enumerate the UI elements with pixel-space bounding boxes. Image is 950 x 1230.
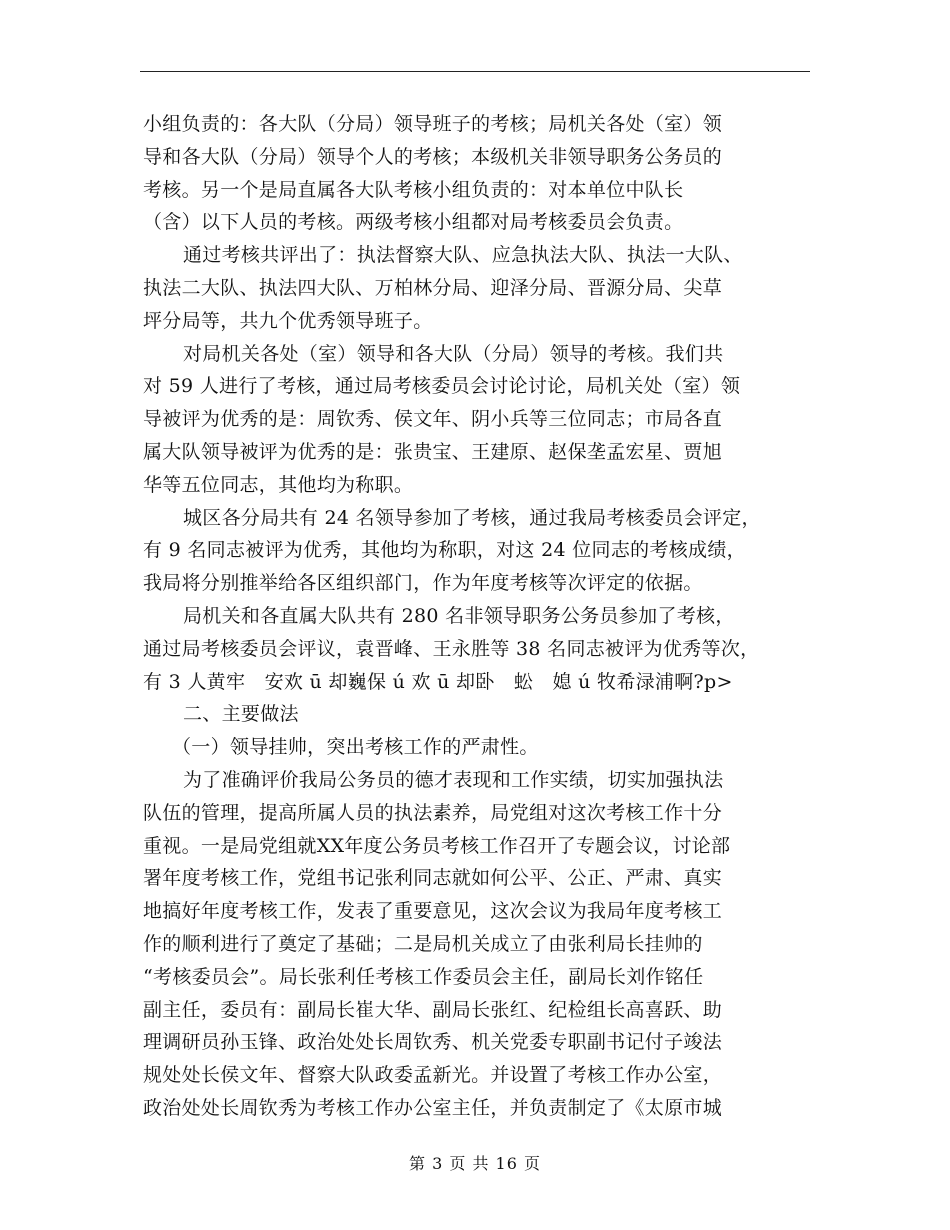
text-line: 作的顺利进行了奠定了基础；二是局机关成立了由张利局长挂帅的: [143, 932, 703, 955]
paragraph-start-line: 对局机关各处（室）领导和各大队（分局）领导的考核。我们共: [183, 342, 724, 365]
text-line: 考核。另一个是局直属各大队考核小组负责的：对本单位中队长: [143, 178, 684, 201]
paragraph-start-line: 为了准确评价我局公务员的德才表现和工作实绩，切实加强执法: [183, 768, 724, 791]
paragraph-start-line: 通过考核共评出了：执法督察大队、应急执法大队、执法一大队、: [183, 244, 743, 267]
text-line: 理调研员孙玉锋、政治处处长周钦秀、机关党委专职副书记付子竣法: [143, 1031, 723, 1054]
text-line: （含）以下人员的考核。两级考核小组都对局考核委员会负责。: [143, 211, 684, 234]
paragraph-start-line: 城区各分局共有 24 名领导参加了考核，通过我局考核委员会评定，: [183, 506, 761, 529]
subsection-heading: （一）领导挂帅，突出考核工作的严肃性。: [172, 736, 539, 759]
text-line: 署年度考核工作，党组书记张利同志就如何公平、公正、严肃、真实: [143, 867, 723, 890]
section-heading: 二、主要做法: [183, 703, 299, 726]
text-line: 政治处处长周钦秀为考核工作办公室主任，并负责制定了《太原市城: [143, 1096, 723, 1119]
page-number-footer: 第 3 页 共 16 页: [409, 1154, 541, 1173]
text-line: 规处处长侯文年、督察大队政委孟新光。并设置了考核工作办公室，: [143, 1064, 723, 1087]
text-line: 地搞好年度考核工作，发表了重要意见，这次会议为我局年度考核工: [143, 900, 723, 923]
text-line: 队伍的管理，提高所属人员的执法素养，局党组对这次考核工作十分: [143, 801, 723, 824]
text-line: 坪分局等，共九个优秀领导班子。: [143, 309, 433, 332]
paragraph-start-line: 局机关和各直属大队共有 280 名非领导职务公务员参加了考核，: [183, 604, 735, 627]
document-body: [143, 108, 823, 1125]
text-line: “考核委员会”。局长张利任考核工作委员会主任，副局长刘作铭任: [143, 965, 704, 988]
text-line: 有 3 人黄牢 安欢 ū 却巍保 ú 欢 ū 却卧 蚣 媳 ú 牧希渌浦啊?p>: [143, 670, 733, 693]
text-line: 导被评为优秀的是：周钦秀、侯文年、阴小兵等三位同志；市局各直: [143, 408, 723, 431]
text-line: 我局将分别推举给各区组织部门，作为年度考核等次评定的依据。: [143, 572, 703, 595]
text-line: 有 9 名同志被评为优秀，其他均为称职，对这 24 位同志的考核成绩，: [143, 539, 746, 562]
text-line: 重视。一是局党组就XX年度公务员考核工作召开了专题会议，讨论部: [143, 834, 731, 857]
text-line: 华等五位同志，其他均为称职。: [143, 473, 414, 496]
text-line: 副主任，委员有：副局长崔大华、副局长张红、纪检组长高喜跃、助: [143, 998, 723, 1021]
text-line: 执法二大队、执法四大队、万柏林分局、迎泽分局、晋源分局、尖草: [143, 276, 723, 299]
header-rule: [140, 71, 810, 72]
text-line: 对 59 人进行了考核，通过局考核委员会讨论讨论，局机关处（室）领: [143, 375, 741, 398]
text-line: 小组负责的：各大队（分局）领导班子的考核；局机关各处（室）领: [143, 113, 723, 135]
text-line: 导和各大队（分局）领导个人的考核；本级机关非领导职务公务员的: [143, 145, 723, 168]
text-line: 属大队领导被评为优秀的是：张贵宝、王建原、赵保垄孟宏星、贾旭: [143, 440, 723, 463]
text-line: 通过局考核委员会评议，袁晋峰、王永胜等 38 名同志被评为优秀等次，: [143, 637, 760, 660]
